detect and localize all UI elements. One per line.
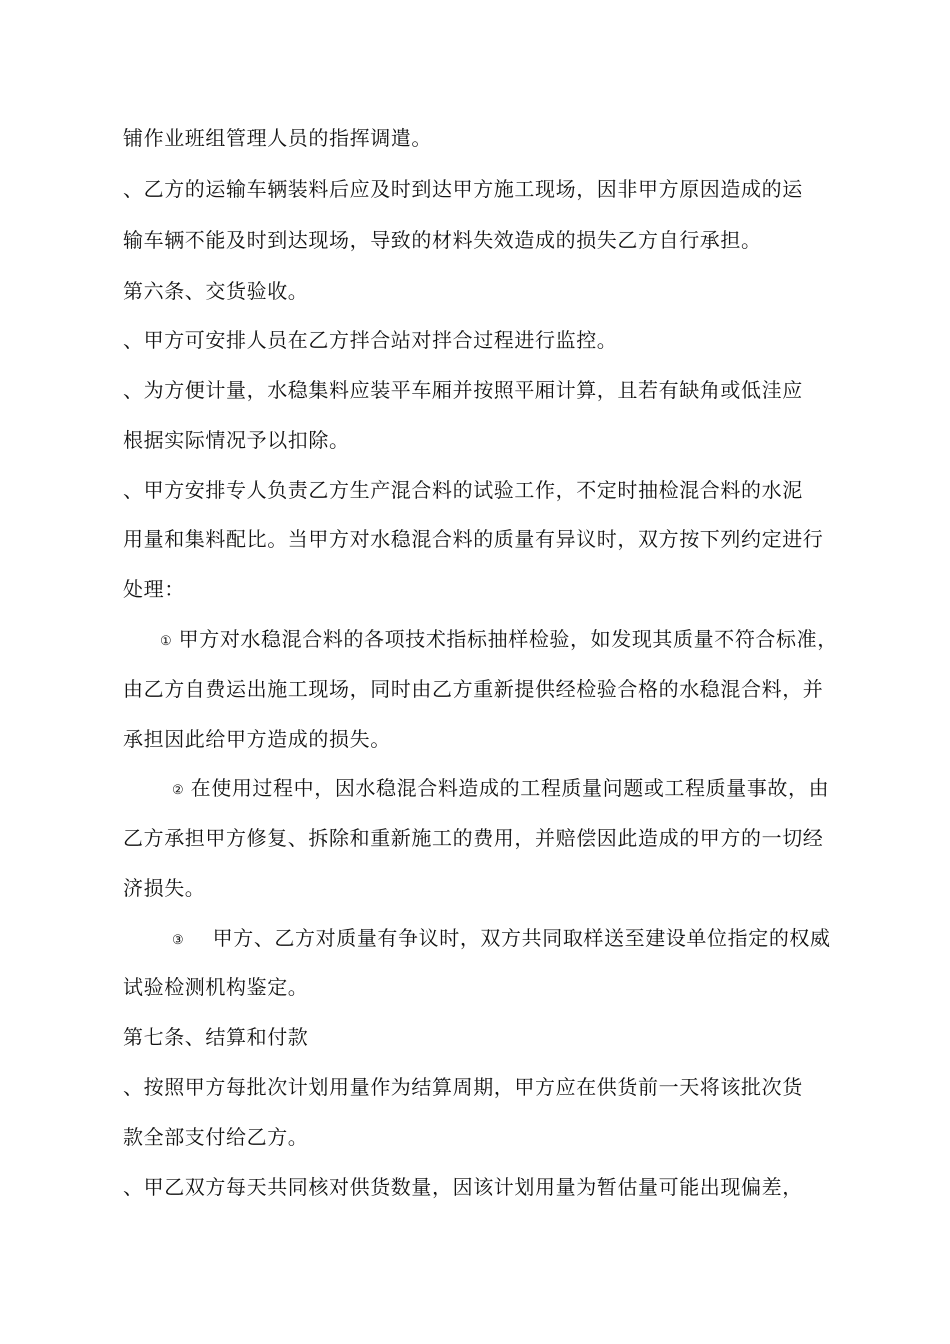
text-line: 在使用过程中，因水稳混合料造成的工程质量问题或工程质量事故，由 [190,776,830,800]
text-line: 、甲方安排专人负责乙方生产混合料的试验工作，不定时抽检混合料的水泥 [123,478,803,502]
text-line: 甲方对水稳混合料的各项技术指标抽样检验，如发现其质量不符合标准， [178,627,838,651]
item-marker: ② [172,783,184,798]
text-line: 处理： [123,577,185,601]
text-line: 、甲乙双方每天共同核对供货数量，因该计划用量为暂估量可能出现偏差， [123,1175,803,1199]
text-line: 由乙方自费运出施工现场，同时由乙方重新提供经检验合格的水稳混合料，并 [123,677,824,701]
text-line: 铺作业班组管理人员的指挥调遣。 [123,126,432,150]
text-line: 输车辆不能及时到达现场，导致的材料失效造成的损失乙方自行承担。 [123,228,762,252]
numbered-item-1 [160,626,838,655]
text-line: 、为方便计量，水稳集料应装平车厢并按照平厢计算，且若有缺角或低洼应 [123,378,803,402]
text-line: 、乙方的运输车辆装料后应及时到达甲方施工现场，因非甲方原因造成的运 [123,177,803,201]
text-line: 款全部支付给乙方。 [123,1125,309,1149]
text-line: 乙方承担甲方修复、拆除和重新施工的费用，并赔偿因此造成的甲方的一切经 [123,826,824,850]
section-heading-7: 第七条、结算和付款 [123,1025,309,1049]
text-line: 、甲方可安排人员在乙方拌合站对拌合过程进行监控。 [123,328,618,352]
numbered-item-2 [172,775,829,804]
text-line: 试验检测机构鉴定。 [123,975,309,999]
text-line: 根据实际情况予以扣除。 [123,428,350,452]
text-line: 承担因此给甲方造成的损失。 [123,727,391,751]
item-marker: ③ [172,933,184,948]
text-line: 、按照甲方每批次计划用量作为结算周期，甲方应在供货前一天将该批次货 [123,1075,803,1099]
text-line: 用量和集料配比。当甲方对水稳混合料的质量有异议时，双方按下列约定进行 [123,527,824,551]
text-line: 济损失。 [123,876,206,900]
text-line: 甲方、乙方对质量有争议时，双方共同取样送至建设单位指定的权威 [212,926,831,950]
item-marker: ① [160,634,172,649]
numbered-item-3 [172,925,831,954]
section-heading-6: 第六条、交货验收。 [123,279,309,303]
